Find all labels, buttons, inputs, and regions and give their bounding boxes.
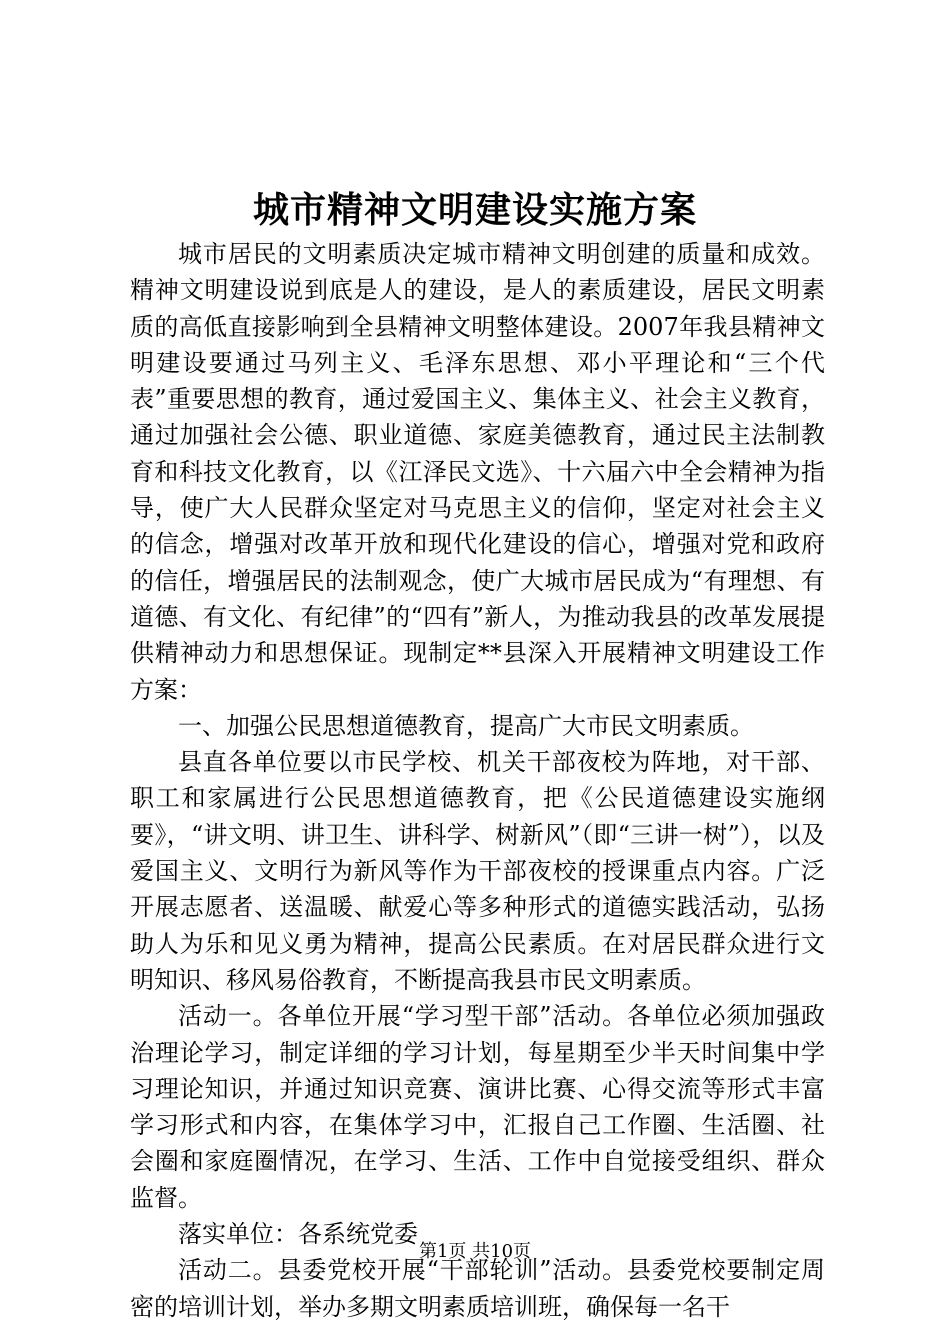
paragraph-intro: 城市居民的文明素质决定城市精神文明创建的质量和成效。精神文明建设说到底是人的建设，是人的素质建设，居民文明素质的高低直接影响到全县精神文明整体建设。2007年我县精神文明建设要通过马列主义、毛泽东思想、邓小平理论和“三个代表”重要思想的教育，通过爱国主义、集体主义、社会主义教育，通过加强社会公德、职业道德、家庭美德教育，通过民主法制教育和科技文化教育，以《江泽民文选》、十六届六中全会精神为指导，使广大人民群众坚定对马克思主义的信仰，坚定对社会主义的信念，增强对改革开放和现代化建设的信心，增强对党和政府的信任，增强居民的法制观念，使广大城市居民成为“有理想、有道德、有文化、有纪律”的“四有”新人，为推动我县的改革发展提供精神动力和思想保证。现制定**县深入开展精神文明建设工作方案： [130, 240, 825, 704]
paragraph-activity-1: 活动一。各单位开展“学习型干部”活动。各单位必须加强政治理论学习，制定详细的学习计划，每星期至少半天时间集中学习理论知识，并通过知识竞赛、演讲比赛、心得交流等形式丰富学习形式和内容，在集体学习中，汇报自己工作圈、生活圈、社会圈和家庭圈情况，在学习、生活、工作中自觉接受组织、群众监督。 [130, 1002, 825, 1212]
document-body [130, 236, 825, 1325]
paragraph-section-1-body: 县直各单位要以市民学校、机关干部夜校为阵地，对干部、职工和家属进行公民思想道德教育，把《公民道德建设实施纲要》，“讲文明、讲卫生、讲科学、树新风”（即“三讲一树”），以及爱国主义、文明行为新风等作为干部夜校的授课重点内容。广泛开展志愿者、送温暖、献爱心等多种形式的道德实践活动，弘扬助人为乐和见义勇为精神，提高公民素质。在对居民群众进行文明知识、移风易俗教育，不断提高我县市民文明素质。 [130, 748, 825, 994]
paragraph-section-heading-1: 一、加强公民思想道德教育，提高广大市民文明素质。 [178, 711, 754, 740]
paragraph-responsible-unit: 落实单位：各系统党委 [178, 1220, 418, 1249]
page-number-footer: 第1页 共10页 [418, 1241, 532, 1262]
paragraph-activity-2: 活动二。县委党校开展“干部轮训”活动。县委党校要制定周密的培训计划，举办多期文明素质培训班，确保每一名干 [130, 1256, 825, 1321]
document-title: 城市精神文明建设实施方案 [252, 189, 697, 231]
